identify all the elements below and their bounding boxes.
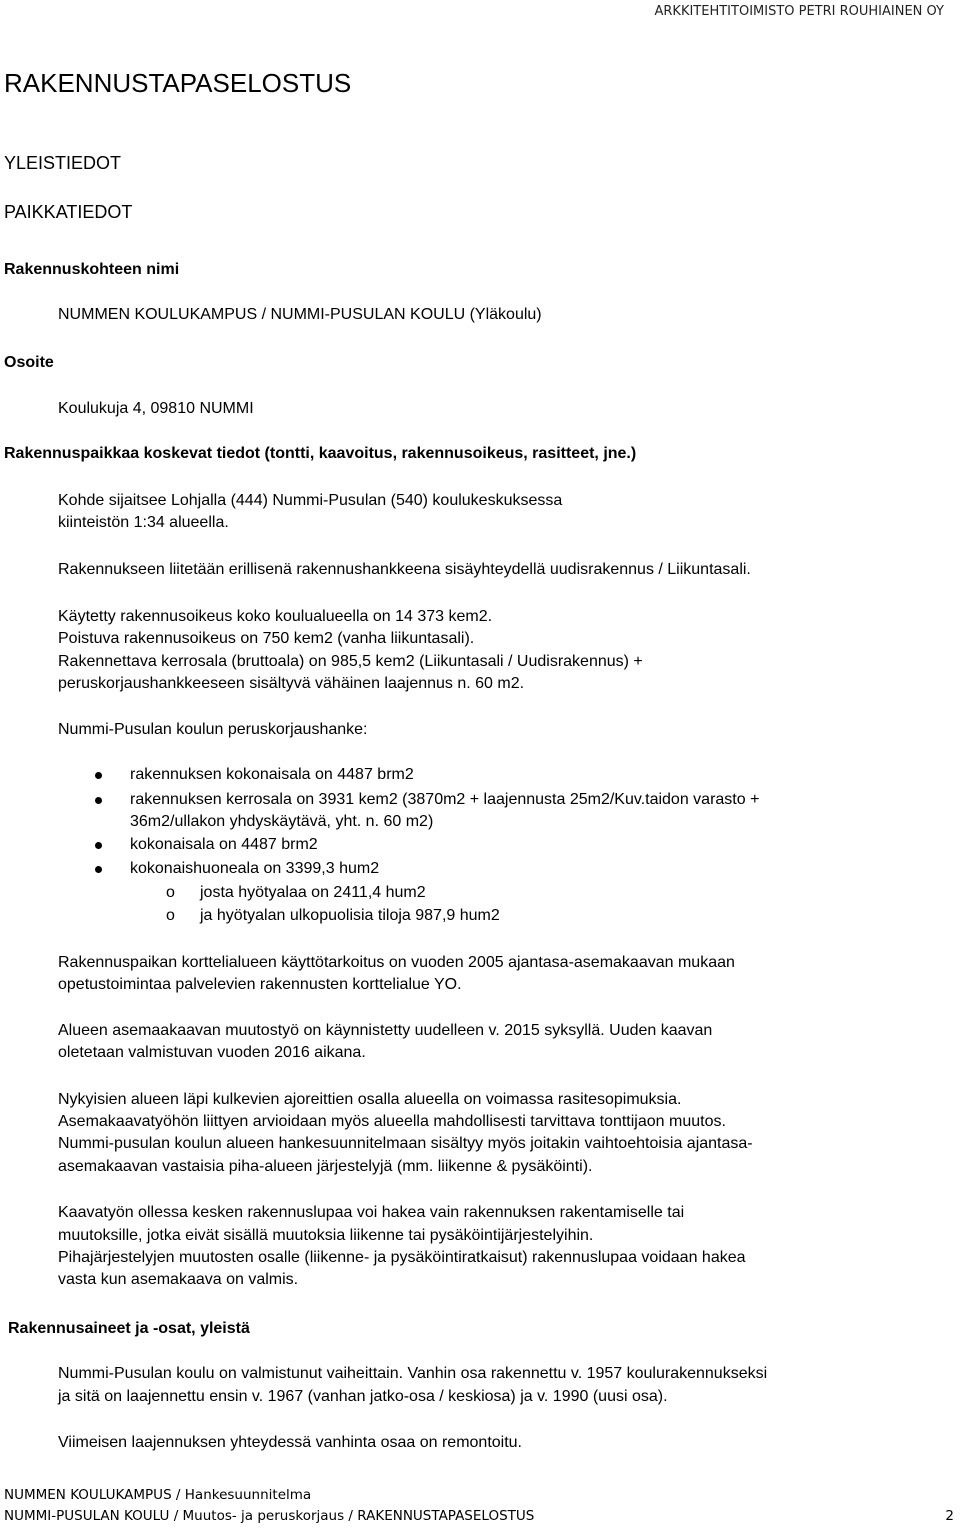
address-label: Osoite (4, 354, 54, 371)
bullet-icon (95, 797, 102, 804)
sub-bullet-marker: o (166, 907, 175, 924)
paragraph-line: Alueen asemaakaavan muutostyö on käynnistetty uudelleen v. 2015 syksyllä. Uuden kaavan (58, 1022, 713, 1039)
footer-line-1: NUMMEN KOULUKAMPUS / Hankesuunnitelma (4, 1487, 312, 1503)
page-number: 2 (945, 1508, 954, 1524)
bullet-icon (95, 866, 102, 873)
list-item: rakennuksen kokonaisala on 4487 brm2 (130, 766, 414, 783)
list-item: 36m2/ullakon yhdyskäytävä, yht. n. 60 m2) (130, 813, 434, 830)
section-yleistiedot: YLEISTIEDOT (4, 153, 122, 173)
site-info-heading: Rakennuspaikkaa koskevat tiedot (tontti, kaavoitus, rakennusoikeus, rasitteet, jne.) (4, 445, 637, 462)
paragraph-line: Käytetty rakennusoikeus koko koulualueella on 14 373 kem2. (58, 608, 493, 625)
paragraph-line: Asemakaavatyöhön liittyen arvioidaan myös alueella mahdollisesti tarvittava tonttijaon muutos. (58, 1113, 726, 1130)
paragraph-line: Rakennettava kerrosala (bruttoala) on 985,5 kem2 (Liikuntasali / Uudisrakennus) + (58, 653, 643, 670)
project-name-value: NUMMEN KOULUKAMPUS / NUMMI-PUSULAN KOULU (Yläkoulu) (58, 306, 542, 323)
section-paikkatiedot: PAIKKATIEDOT (4, 202, 133, 222)
paragraph-line: oletetaan valmistuvan vuoden 2016 aikana. (58, 1044, 366, 1061)
paragraph-line: Kohde sijaitsee Lohjalla (444) Nummi-Pusulan (540) koulukeskuksessa (58, 492, 563, 509)
document-title: RAKENNUSTAPASELOSTUS (4, 68, 352, 98)
project-name-label: Rakennuskohteen nimi (4, 261, 180, 278)
list-item: kokonaishuoneala on 3399,3 hum2 (130, 860, 380, 877)
list-item: kokonaisala on 4487 brm2 (130, 836, 318, 853)
list-item: rakennuksen kerrosala on 3931 kem2 (3870m2 + laajennusta 25m2/Kuv.taidon varasto + (130, 791, 760, 808)
paragraph-line: asemakaavan vastaisia piha-alueen järjestelyjä (mm. liikenne & pysäköinti). (58, 1158, 593, 1175)
address-value: Koulukuja 4, 09810 NUMMI (58, 400, 254, 417)
bullet-icon (95, 842, 102, 849)
sub-bullet-marker: o (166, 884, 175, 901)
materials-heading: Rakennusaineet ja -osat, yleistä (8, 1320, 250, 1337)
sub-list-item: josta hyötyalaa on 2411,4 hum2 (200, 884, 426, 901)
paragraph-line: muutoksille, jotka eivät sisällä muutoksia liikenne tai pysäköintijärjestelyihin. (58, 1227, 594, 1244)
paragraph-line: opetustoimintaa palvelevien rakennusten korttelialue YO. (58, 976, 462, 993)
paragraph-line: peruskorjaushankkeeseen sisältyvä vähäinen laajennus n. 60 m2. (58, 675, 525, 692)
paragraph-line: Nykyisien alueen läpi kulkevien ajoreittien osalla alueella on voimassa rasitesopimuksia. (58, 1091, 682, 1108)
paragraph-line: Nummi-Pusulan koulu on valmistunut vaiheittain. Vanhin osa rakennettu v. 1957 koulurakennukseksi (58, 1365, 768, 1382)
sub-list-item: ja hyötyalan ulkopuolisia tiloja 987,9 hum2 (200, 907, 500, 924)
renovation-heading: Nummi-Pusulan koulun peruskorjaushanke: (58, 721, 368, 738)
bullet-icon (95, 772, 102, 779)
paragraph-line: Pihajärjestelyjen muutosten osalle (liikenne- ja pysäköintiratkaisut) rakennuslupaa voidaan hakea (58, 1249, 746, 1266)
paragraph-line: ja sitä on laajennettu ensin v. 1967 (vanhan jatko-osa / keskiosa) ja v. 1990 (uusi osa). (58, 1388, 668, 1405)
paragraph-line: kiinteistön 1:34 alueella. (58, 514, 229, 531)
footer-line-2: NUMMI-PUSULAN KOULU / Muutos- ja peruskorjaus / RAKENNUSTAPASELOSTUS (4, 1508, 535, 1524)
paragraph-line: Nummi-pusulan koulun alueen hankesuunnitelmaan sisältyy myös joitakin vaihtoehtoisia ajantasa- (58, 1135, 753, 1152)
paragraph-line: Rakennuspaikan korttelialueen käyttötarkoitus on vuoden 2005 ajantasa-asemakaavan mukaan (58, 954, 735, 971)
paragraph-line: Poistuva rakennusoikeus on 750 kem2 (vanha liikuntasali). (58, 630, 475, 647)
paragraph-line: Kaavatyön ollessa kesken rakennuslupaa voi hakea vain rakennuksen rakentamiselle tai (58, 1204, 685, 1221)
paragraph-line: Rakennukseen liitetään erillisenä rakennushankkeena sisäyhteydellä uudisrakennus / Liikuntasali. (58, 561, 751, 578)
company-header: ARKKITEHTITOIMISTO PETRI ROUHIAINEN OY (654, 4, 944, 19)
paragraph-line: vasta kun asemakaava on valmis. (58, 1271, 299, 1288)
paragraph-line: Viimeisen laajennuksen yhteydessä vanhinta osaa on remontoitu. (58, 1434, 522, 1451)
